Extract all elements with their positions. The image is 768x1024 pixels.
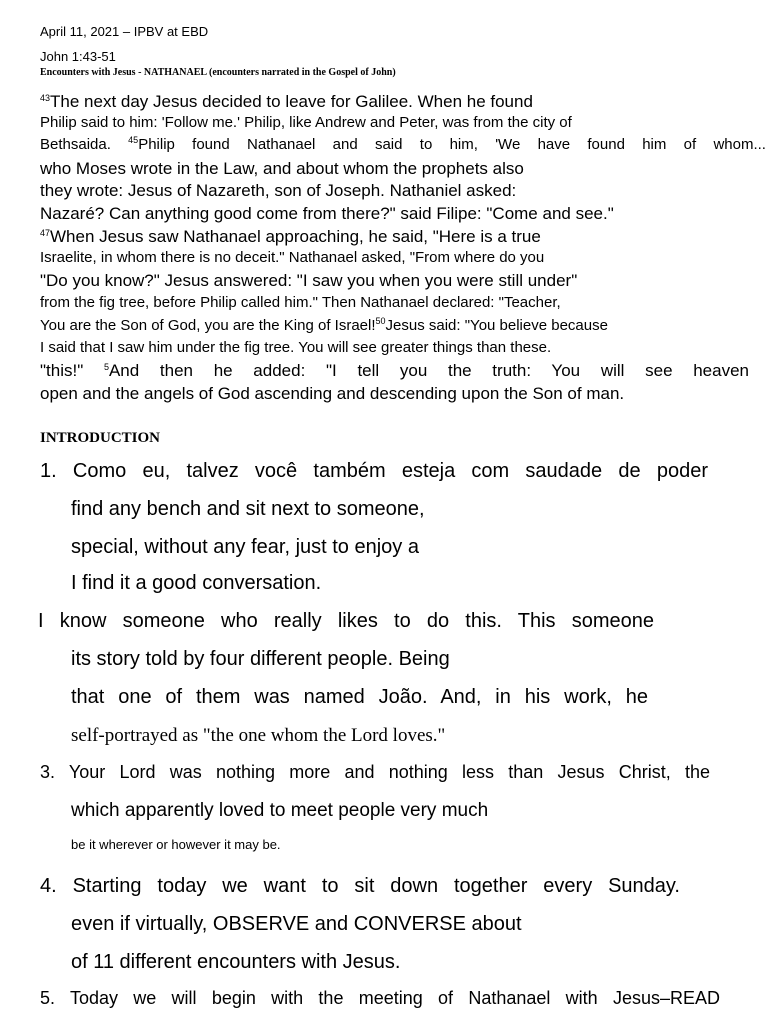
passage-line [40,361,749,381]
verse-number: 45 [128,135,139,145]
verse-text: they wrote: Jesus of Nazareth, son of Joseph. Nathaniel asked: [40,181,517,200]
section-heading: INTRODUCTION [40,430,161,446]
verse-text: "this!" [40,361,104,380]
passage-line [40,204,614,224]
verse-text: I said that I saw him under the fig tree. You will see greater things than these. [40,339,552,356]
passage-line [40,317,608,334]
verse-text: Nazaré? Can anything good come from there?" said Filipe: "Come and see." [40,204,614,223]
verse-number: 47 [40,228,51,238]
verse-text: who Moses wrote in the Law, and about whom the prophets also [40,159,524,178]
verse-text: from the fig tree, before Philip called him." Then Nathanael declared: "Teacher, [40,294,561,311]
verse-text: When Jesus saw Nathanael approaching, he said, "Here is a true [50,227,541,246]
verse-text: You are the Son of God, you are the King of Israel! [40,317,376,334]
passage-line [40,227,541,247]
verse-text: open and the angels of God ascending and descending upon the Son of man. [40,384,625,403]
scripture-reference: John 1:43-51 [40,49,116,64]
verse-number: 43 [40,93,51,103]
intro-line: I know someone who really likes to do this. This someone [38,610,654,632]
passage-line [40,339,551,356]
passage-line [40,181,516,201]
verse-text: And then he added: "I tell you the truth: You will see heaven [108,361,749,380]
intro-line: 4. Starting today we want to sit down together every Sunday. [40,875,680,897]
intro-line: 1. Como eu, talvez você também esteja com saudade de poder [40,460,708,482]
intro-line: find any bench and sit next to someone, [71,498,425,520]
passage-line [40,136,766,153]
intro-line: its story told by four different people. Being [71,648,450,670]
passage-line [40,294,561,311]
verse-text: Philip said to him: 'Follow me.' Philip, like Andrew and Peter, was from the city of [40,114,572,131]
intro-line: self-portrayed as "the one whom the Lord loves." [71,725,446,746]
passage-line [40,92,533,112]
intro-line: 3. Your Lord was nothing more and nothing less than Jesus Christ, the [40,762,710,782]
intro-line: that one of them was named João. And, in his work, he [71,686,648,708]
verse-text: Jesus said: "You believe because [385,317,608,334]
date-line: April 11, 2021 – IPBV at EBD [40,24,209,39]
verse-text: Israelite, in whom there is no deceit." Nathanael asked, "From where do you [40,249,545,266]
intro-line: be it wherever or however it may be. [71,837,281,852]
intro-line: I find it a good conversation. [71,572,322,594]
verse-number: 5 [103,362,109,372]
intro-line: special, without any fear, just to enjoy a [71,536,419,558]
lesson-subtitle: Encounters with Jesus - NATHANAEL (encounters narrated in the Gospel of John) [40,67,396,78]
passage-line [40,271,577,291]
verse-text: Philip found Nathanael and said to him, 'We have found him of whom... [138,136,766,153]
verse-text: The next day Jesus decided to leave for Galilee. When he found [50,92,533,111]
intro-line: even if virtually, OBSERVE and CONVERSE about [71,913,522,935]
intro-line: which apparently loved to meet people very much [71,800,489,821]
passage-line [40,159,524,179]
verse-text: Bethsaida. [40,136,129,153]
intro-line: of 11 different encounters with Jesus. [71,951,401,973]
verse-number: 50 [375,316,386,326]
passage-line [40,384,624,404]
intro-line: 5. Today we will begin with the meeting of Nathanael with Jesus–READ [40,988,720,1008]
passage-line [40,114,572,131]
passage-line [40,249,544,266]
verse-text: "Do you know?" Jesus answered: "I saw you when you were still under" [40,271,578,290]
